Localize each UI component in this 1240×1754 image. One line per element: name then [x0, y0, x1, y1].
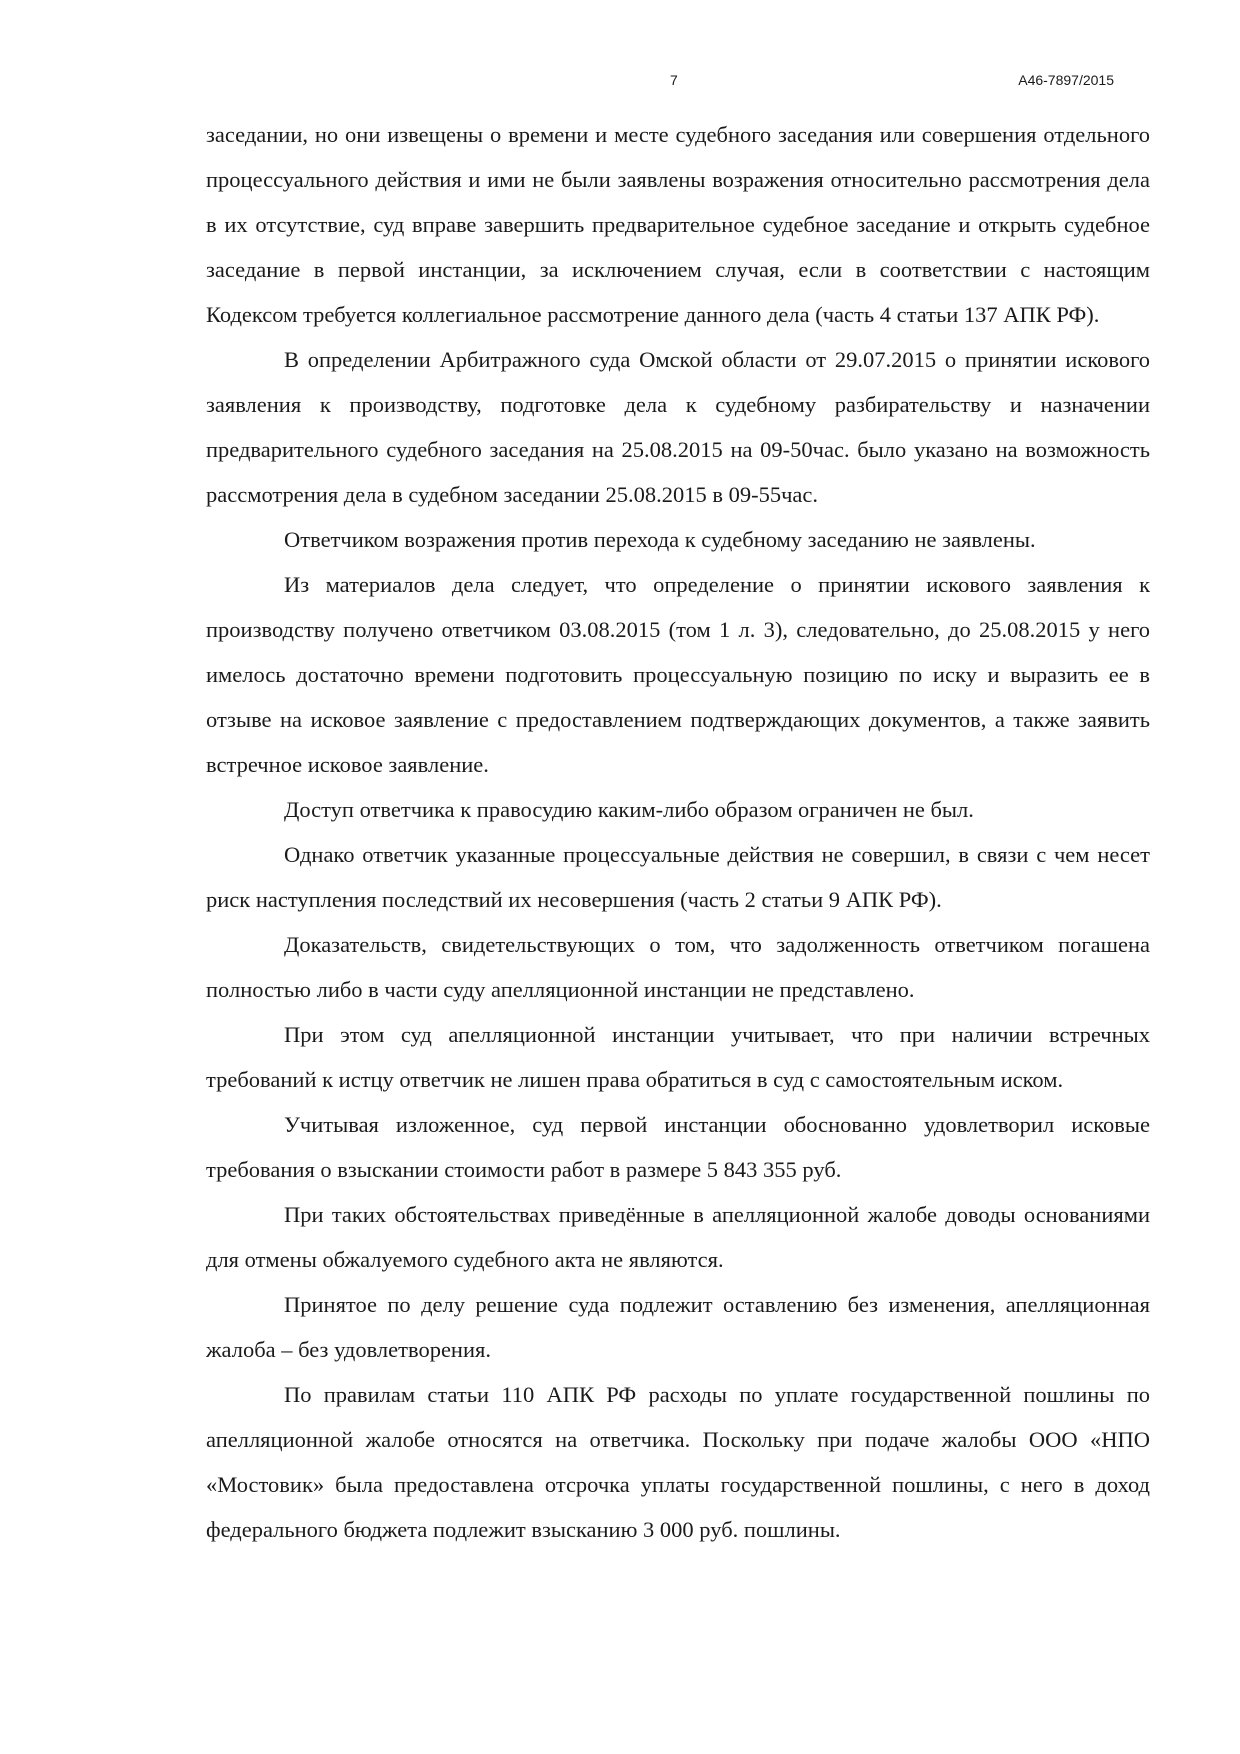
paragraph: Доказательств, свидетельствующих о том, что задолженность ответчиком погашена полностью либо в части суду апелляционной инстанции не представлено.	[206, 932, 1150, 1002]
paragraph: Ответчиком возражения против перехода к судебному заседанию не заявлены.	[284, 527, 1036, 552]
paragraph: заседании, но они извещены о времени и месте судебного заседания или совершения отдельного процессуального действия и ими не были заявлены возражения относительно рассмотрения дела в их отсутствие, суд вправе завершить предварительное судебное заседание и открыть судебное заседание в первой инстанции, за исключением случая, если в соответствии с настоящим Кодексом требуется коллегиальное рассмотрение данного дела (часть 4 статьи 137 АПК РФ).	[206, 122, 1150, 327]
paragraph: При этом суд апелляционной инстанции учитывает, что при наличии встречных требований к истцу ответчик не лишен права обратиться в суд с самостоятельным иском.	[206, 1022, 1150, 1092]
paragraph: Доступ ответчика к правосудию каким-либо образом ограничен не был.	[284, 797, 974, 822]
paragraph: Однако ответчик указанные процессуальные действия не совершил, в связи с чем несет риск наступления последствий их несовершения (часть 2 статьи 9 АПК РФ).	[206, 842, 1150, 912]
paragraph: По правилам статьи 110 АПК РФ расходы по уплате государственной пошлины по апелляционной жалобе относятся на ответчика. Поскольку при подаче жалобы ООО «НПО «Мостовик» была предоставлена отсрочка уплаты государственной пошлины, с него в доход федерального бюджета подлежит взысканию 3 000 руб. пошлины.	[206, 1382, 1150, 1542]
paragraph: Принятое по делу решение суда подлежит оставлению без изменения, апелляционная жалоба – без удовлетворения.	[206, 1292, 1150, 1362]
paragraph: Из материалов дела следует, что определение о принятии искового заявления к производству получено ответчиком 03.08.2015 (том 1 л. 3), следовательно, до 25.08.2015 у него имелось достаточно времени подготовить процессуальную позицию по иску и выразить ее в отзыве на исковое заявление с предоставлением подтверждающих документов, а также заявить встречное исковое заявление.	[206, 572, 1150, 777]
paragraph: В определении Арбитражного суда Омской области от 29.07.2015 о принятии искового заявления к производству, подготовке дела к судебному разбирательству и назначении предварительного судебного заседания на 25.08.2015 на 09-50час. было указано на возможность рассмотрения дела в судебном заседании 25.08.2015 в 09-55час.	[206, 347, 1150, 507]
paragraph: Учитывая изложенное, суд первой инстанции обоснованно удовлетворил исковые требования о взыскании стоимости работ в размере 5 843 355 руб.	[206, 1112, 1150, 1182]
page-header	[0, 72, 1240, 96]
document-body	[206, 112, 1150, 1552]
page-number: 7	[670, 72, 678, 88]
paragraph: При таких обстоятельствах приведённые в апелляционной жалобе доводы основаниями для отмены обжалуемого судебного акта не являются.	[206, 1202, 1150, 1272]
case-number: А46-7897/2015	[1018, 72, 1114, 88]
